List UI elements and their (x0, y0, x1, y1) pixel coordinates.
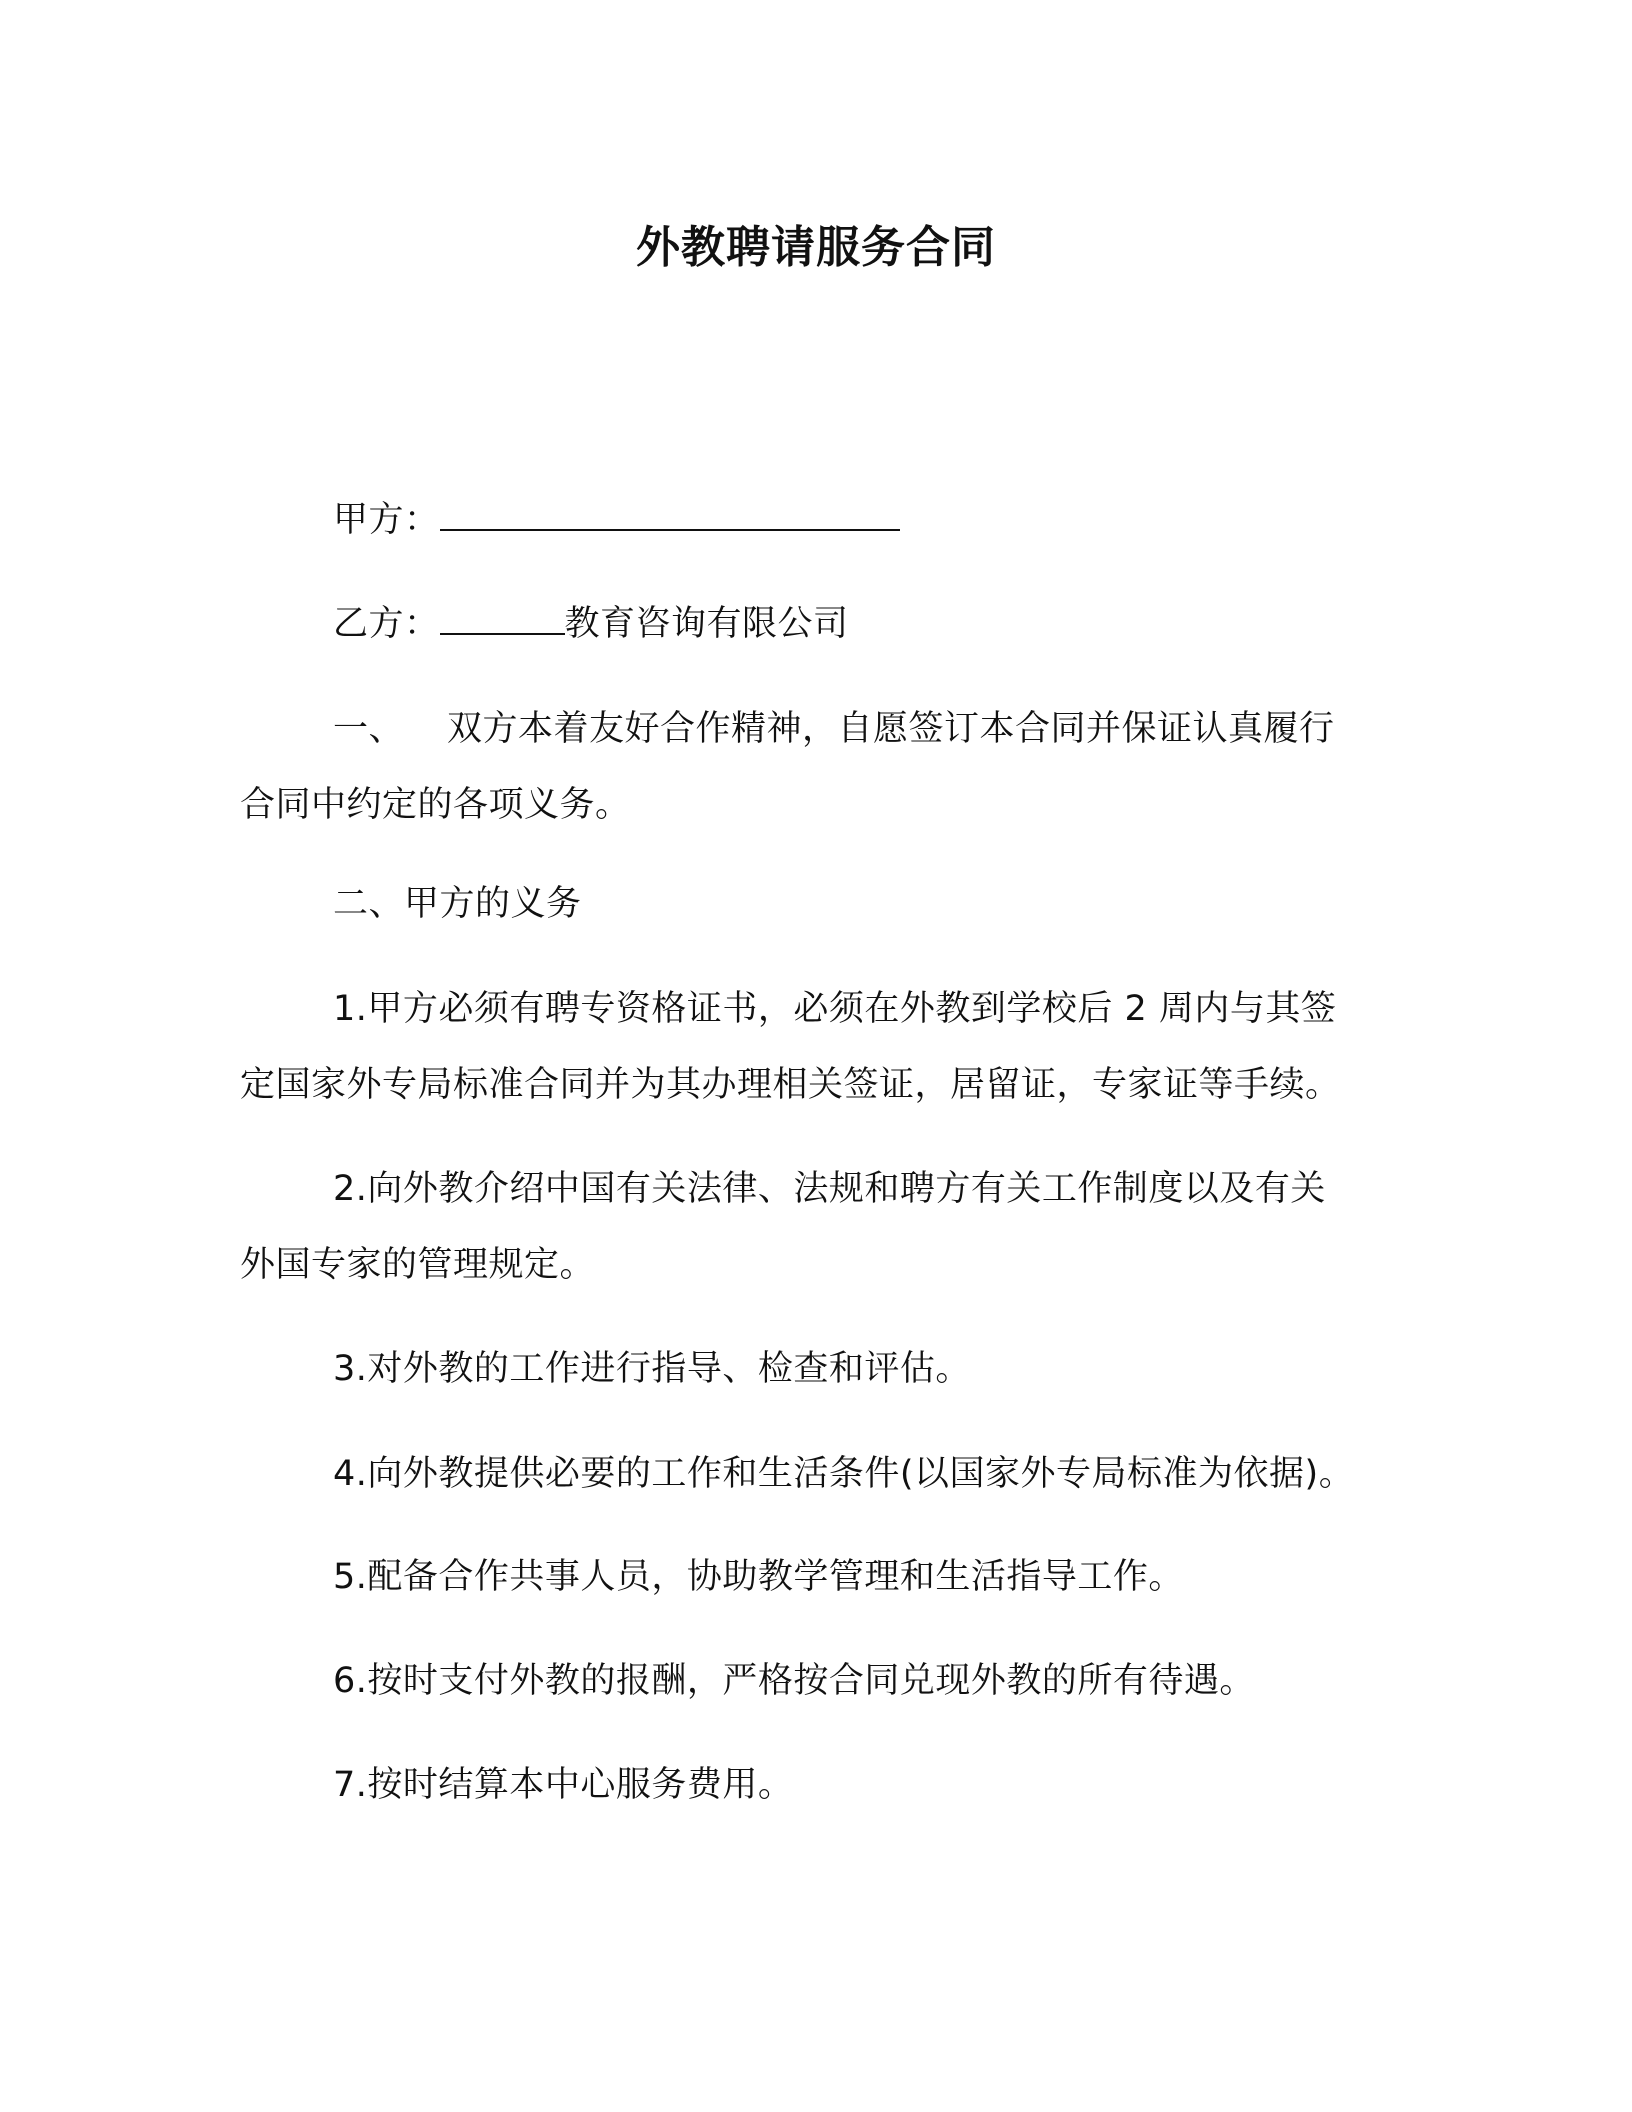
item-2-line1: 2.向外教介绍中国有关法律、法规和聘方有关工作制度以及有关 (333, 1169, 1326, 1209)
section2-heading: 二、甲方的义务 (333, 884, 582, 924)
item-1-line1: 1.甲方必须有聘专资格证书，必须在外教到学校后 2 周内与其签 (333, 989, 1337, 1029)
item-5: 5.配备合作共事人员，协助教学管理和生活指导工作。 (333, 1557, 1184, 1597)
document-title: 外教聘请服务合同 (636, 222, 996, 273)
section1-line2: 合同中约定的各项义务。 (240, 785, 631, 825)
party-b-label: 乙方： (333, 604, 440, 644)
party-a-label: 甲方： (333, 500, 440, 540)
item-3: 3.对外教的工作进行指导、检查和评估。 (333, 1349, 971, 1389)
party-a-blank (440, 499, 900, 531)
section1-number: 一、 (333, 709, 405, 749)
item-6: 6.按时支付外教的报酬，严格按合同兑现外教的所有待遇。 (333, 1661, 1255, 1701)
item-2-line2: 外国专家的管理规定。 (240, 1245, 596, 1285)
section1-line1: 双方本着友好合作精神，自愿签订本合同并保证认真履行 (447, 709, 1335, 749)
item-7: 7.按时结算本中心服务费用。 (333, 1765, 794, 1805)
party-b-suffix: 教育咨询有限公司 (564, 604, 849, 644)
item-4: 4.向外教提供必要的工作和生活条件(以国家外专局标准为依据)。 (333, 1454, 1355, 1494)
party-b-line (333, 600, 849, 648)
item-1-line2: 定国家外专局标准合同并为其办理相关签证，居留证，专家证等手续。 (240, 1065, 1341, 1105)
party-a-line (333, 496, 900, 544)
party-b-blank (440, 603, 565, 635)
